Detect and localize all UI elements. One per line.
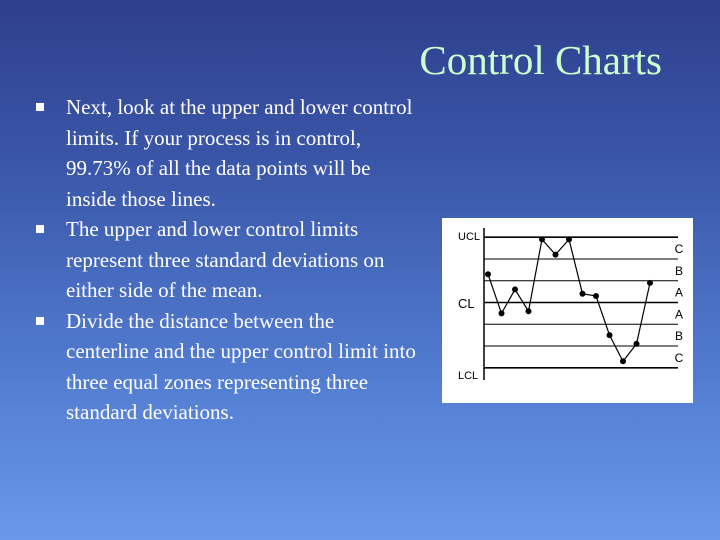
data-point [607,332,613,338]
data-point [566,236,572,242]
data-point [485,271,491,277]
cl-label: CL [458,296,475,311]
lcl-label: LCL [458,370,479,382]
data-point [553,252,559,258]
data-point [580,291,586,297]
data-point [539,236,545,242]
bullet-text: Next, look at the upper and lower control limits. If your process is in control, 99.73% of all the data points will be inside those lines. [66,95,413,211]
data-point [526,308,532,314]
zone-label: C [674,242,684,257]
bullet-list [36,92,416,428]
square-bullet-icon [36,92,66,111]
zone-label: B [674,329,684,344]
bullet-text: The upper and lower control limits represent three standard deviations on either side of the mean. [66,217,385,302]
square-bullet-icon [36,214,66,233]
zone-label: B [674,263,684,278]
bullet-item [36,92,416,214]
bullet-item [36,214,416,306]
data-point [620,358,626,364]
zone-label: A [674,307,684,322]
data-point [593,293,599,299]
data-point [512,286,518,292]
control-chart-image [442,218,693,403]
data-point [634,341,640,347]
series-line [488,239,650,361]
bullet-item [36,306,416,428]
ucl-label: UCL [458,231,481,243]
zone-label: C [674,350,684,365]
data-point [499,310,505,316]
control-chart [442,218,693,403]
slide-title: Control Charts [419,37,662,83]
square-bullet-icon [36,306,66,325]
zone-label: A [674,285,684,300]
bullet-text: Divide the distance between the centerline and the upper control limit into three equal zones representing three standard deviations. [66,308,416,424]
data-point [647,280,653,286]
